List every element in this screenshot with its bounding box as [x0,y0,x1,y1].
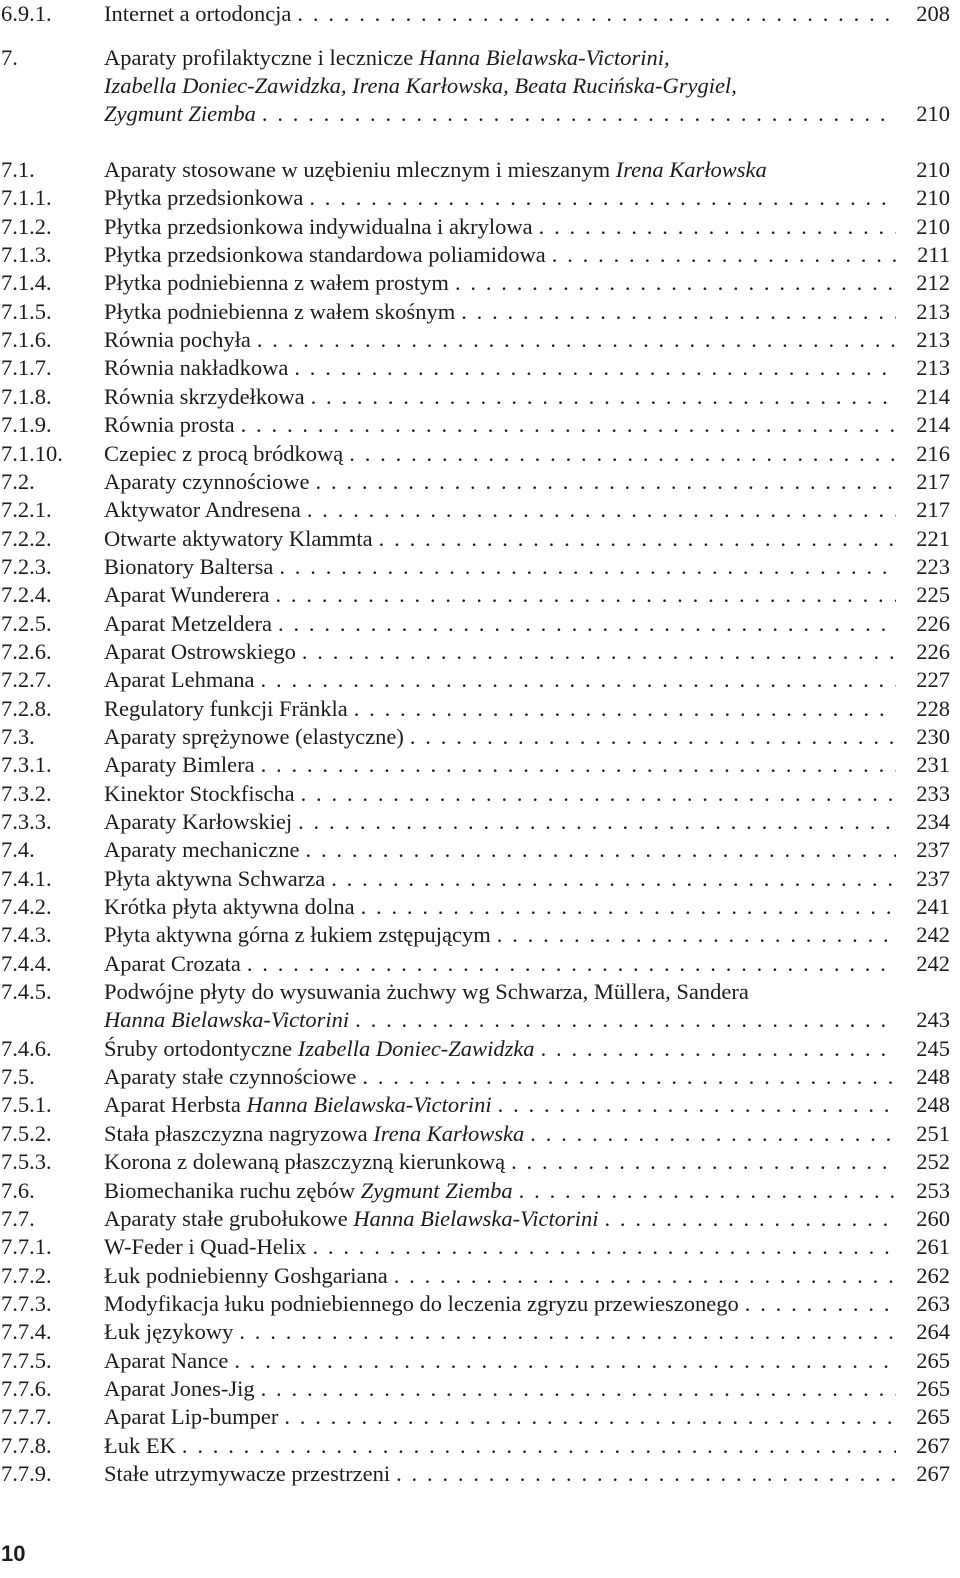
toc-entry-number: 7.4.4. [1,950,52,976]
toc-entry-title [104,1177,896,1205]
toc-entry-page: 251 [916,1120,950,1146]
toc-entry-title [104,1120,896,1148]
toc-entry-title-text: Płyta aktywna Schwarza [104,865,326,891]
toc-entry-title [104,921,896,949]
toc-entry-page: 265 [916,1375,950,1401]
toc-entry-number: 7. [1,45,18,70]
dot-leader [390,1460,896,1488]
toc-entry-number: 7.2.3. [1,553,52,579]
toc-entry-number: 7.7.6. [1,1375,52,1401]
dot-leader [535,1035,896,1063]
toc-entry-title [104,1091,896,1119]
toc-entry-page: 210 [916,213,950,239]
toc-entry-page: 248 [916,1092,950,1118]
dot-leader [404,723,896,751]
toc-entry-number: 7.3.2. [1,780,52,806]
dot-leader [310,468,896,496]
toc-entry-title [104,440,896,468]
toc-entry-title-text: Aparat Wunderera [104,582,270,608]
toc-entry-number: 7.2.7. [1,667,52,693]
dot-leader [598,1205,896,1233]
toc-entry-page: 263 [916,1290,950,1316]
toc-entry-page: 231 [916,752,950,778]
toc-entry-page: 264 [916,1319,950,1345]
dot-leader [176,1432,896,1460]
toc-entry-page: 267 [916,1432,950,1458]
toc-entry-title-text: Aparaty mechaniczne [104,837,300,863]
toc-entry-title [104,808,896,836]
toc-entry-title [104,610,896,638]
toc-entry-title [104,213,896,241]
toc-entry-number: 6.9.1. [1,1,52,26]
dot-leader [233,1318,896,1346]
toc-entry-author: Hanna Bielawska-Victorini [353,1205,599,1231]
toc-entry-title-text: Aparat Nance [104,1347,229,1373]
toc-entry-title [104,1063,896,1091]
dot-leader [388,1262,896,1290]
dot-leader [241,950,896,978]
toc-entry-title [104,44,896,128]
dot-leader [251,326,896,354]
toc-entry-title-text: Aparaty stosowane w uzębieniu mlecznym i mieszanym [104,157,611,182]
toc-entry-author: Izabella Doniec-Zawidzka, Irena Karłowska, Beata Rucińska-Grygiel, [104,73,737,98]
toc-entry-number: 7.3.1. [1,752,52,778]
toc-entry-title-text: Stałe utrzymywacze przestrzeni [104,1461,391,1486]
toc-entry-page: 210 [916,185,950,211]
toc-entry-title-text: Aparat Crozata [104,950,241,976]
dot-leader [256,100,896,128]
toc-entry-title [104,950,896,978]
toc-entry-title [104,1205,896,1233]
toc-entry-page: 261 [916,1234,950,1260]
toc-entry-title [104,1262,896,1290]
toc-entry-title [104,1460,896,1488]
toc-entry-page: 248 [916,1064,950,1090]
dot-leader [288,354,896,382]
dot-leader [269,581,896,609]
dot-leader [303,184,896,212]
toc-entry-number: 7.4.3. [1,922,52,948]
toc-entry-title-text: Aparaty czynnościowe [104,468,310,494]
toc-entry-number: 7.6. [1,1177,35,1203]
toc-entry-title [104,1347,896,1375]
toc-entry-title-text: Podwójne płyty do wysuwania żuchwy wg Schwarza, Müllera, Sandera [104,979,749,1005]
toc-entry-page: 223 [916,553,950,579]
dot-leader [272,610,896,638]
toc-entry-number: 7.1.10. [1,440,63,466]
toc-entry-page: 233 [916,780,950,806]
toc-entry-number: 7.7.9. [1,1461,52,1486]
toc-entry-number: 7.5.1. [1,1092,52,1118]
dot-leader [235,411,896,439]
toc-entry-number: 7.5. [1,1064,35,1090]
toc-entry-title-text: Internet a ortodoncja [104,1,292,26]
toc-entry-title-text: Płytka podniebienna z wałem prostym [104,270,449,296]
toc-entry-number: 7.7.8. [1,1432,52,1458]
toc-entry-page: 213 [916,355,950,381]
toc-entry-title [104,1148,896,1176]
toc-entry-title [104,411,896,439]
dot-leader [492,1091,896,1119]
toc-entry-title-text: Otwarte aktywatory Klammta [104,525,373,551]
toc-entry-title [104,723,896,751]
toc-entry-number: 7.4. [1,837,35,863]
toc-entry-title-text: Stała płaszczyzna nagryzowa [104,1120,368,1146]
toc-entry-number: 7.2.8. [1,695,52,721]
toc-entry-title [104,780,896,808]
toc-entry-title-text: Aparat Jones-Jig [104,1375,255,1401]
toc-entry-page: 230 [916,724,950,749]
dot-leader [343,440,896,468]
dot-leader [255,751,896,779]
toc-entry-title-text: Aparaty stałe grubołukowe [104,1205,348,1231]
toc-entry-page: 208 [916,1,950,26]
toc-entry-number: 7.2.5. [1,610,52,636]
toc-entry-page: 226 [916,610,950,636]
toc-entry-title-text: Biomechanika ruchu zębów [104,1177,356,1203]
toc-entry-page: 213 [916,298,950,324]
toc-entry-page: 265 [916,1347,950,1373]
toc-entry-number: 7.2.1. [1,497,52,523]
toc-entry-title [104,1233,896,1261]
toc-entry-number: 7.1.4. [1,270,52,296]
toc-entry-title [104,1375,896,1403]
toc-entry-title [104,836,896,864]
toc-entry-number: 7.1.2. [1,213,52,239]
toc-entry-title-text: Bionatory Baltersa [104,553,274,579]
dot-leader [255,666,896,694]
toc-entry-page: 253 [916,1177,950,1203]
toc-entry-number: 7.7.4. [1,1319,52,1345]
toc-entry-author: Izabella Doniec-Zawidzka [297,1035,535,1061]
toc-entry-title-text: Płytka podniebienna z wałem skośnym [104,298,456,324]
toc-entry-title-text: Aparaty Bimlera [104,752,255,778]
toc-entry-title [104,581,896,609]
dot-leader [296,638,896,666]
toc-entry-title [104,496,896,524]
toc-entry-number: 7.7.2. [1,1262,52,1288]
dot-leader [228,1347,896,1375]
toc-entry-author: Zygmunt Ziemba [360,1177,513,1203]
toc-entry-number: 7.2.4. [1,582,52,608]
toc-entry-title [104,978,896,1034]
toc-entry-title [104,184,896,212]
toc-entry-number: 7.5.2. [1,1120,52,1146]
toc-entry-number: 7.7.1. [1,1234,52,1260]
dot-leader [301,496,896,524]
toc-entry-number: 7.1.3. [1,242,52,268]
toc-entry-number: 7.1.1. [1,185,52,211]
toc-entry-page: 252 [916,1149,950,1175]
dot-leader [278,1403,896,1431]
dot-leader [355,893,896,921]
toc-entry-author: Irena Karłowska [373,1120,525,1146]
toc-entry-page: 227 [916,667,950,693]
toc-entry-number: 7.5.3. [1,1149,52,1175]
toc-entry-page: 237 [916,837,950,863]
toc-entry-author: Hanna Bielawska-Victorini [246,1092,492,1118]
dot-leader [513,1177,896,1205]
toc-entry-title [104,893,896,921]
toc-entry-title [104,1432,896,1460]
toc-entry-title-text: Kinektor Stockfischa [104,780,295,806]
toc-entry-number: 7.7. [1,1205,35,1231]
toc-entry-title-text: Płytka przedsionkowa [104,185,304,211]
toc-entry-page: 210 [916,101,950,126]
toc-entry-title-text: W-Feder i Quad-Helix [104,1234,307,1260]
toc-entry-title [104,1035,896,1063]
dot-leader [300,836,896,864]
toc-entry-title-text: Aparaty Karłowskiej [104,809,293,835]
toc-entry-number: 7.1.8. [1,383,52,409]
toc-entry-title [104,695,896,723]
toc-entry-page: 245 [916,1035,950,1061]
toc-entry-number: 7.4.6. [1,1035,52,1061]
dot-leader [291,0,896,28]
page-number: 10 [1,1541,26,1566]
toc-entry-number: 7.3.3. [1,809,52,835]
toc-entry-page: 225 [916,582,950,608]
toc-entry-number: 7.1.5. [1,298,52,324]
toc-entry-title-text: Równia skrzydełkowa [104,383,305,409]
toc-entry-page: 214 [916,383,950,409]
toc-entry-page: 262 [916,1262,950,1288]
toc-entry-page: 226 [916,638,950,664]
toc-entry-page: 241 [916,894,950,920]
toc-entry-number: 7.7.7. [1,1404,52,1430]
toc-entry-title-text: Korona z dolewaną płaszczyzną kierunkową [104,1149,506,1175]
dot-leader [305,383,896,411]
toc-entry-number: 7.7.5. [1,1347,52,1373]
toc-entry-page: 212 [916,270,950,296]
dot-leader [306,1233,896,1261]
toc-entry-page: 214 [916,412,950,438]
toc-entry-page: 217 [916,468,950,494]
dot-leader [325,865,896,893]
toc-entry-title-text: Równia pochyła [104,327,251,353]
toc-entry-page: 260 [916,1205,950,1231]
dot-leader [739,1290,896,1318]
toc-entry-page: 211 [917,242,950,268]
toc-entry-title-text: Aparaty sprężynowe (elastyczne) [104,724,404,749]
toc-entry-page: 210 [916,157,950,182]
toc-entry-page: 267 [916,1461,950,1486]
toc-entry-number: 7.2.2. [1,525,52,551]
toc-entry-title [104,525,896,553]
dot-leader [295,780,896,808]
toc-entry-title [104,354,896,382]
toc-entry-title-text: Aparat Lehmana [104,667,255,693]
toc-entry-title [104,326,896,354]
toc-entry-title [104,751,896,779]
toc-entry-title [104,269,896,297]
dot-leader [546,241,896,269]
dot-leader [533,213,896,241]
dot-leader [449,269,896,297]
toc-entry-title [104,0,896,28]
toc-entry-title [104,638,896,666]
toc-entry-number: 7.4.2. [1,894,52,920]
dot-leader [255,1375,896,1403]
toc-entry-title-text: Aparaty stałe czynnościowe [104,1064,357,1090]
toc-entry-number: 7.3. [1,724,35,749]
dot-leader [292,808,896,836]
dot-leader [491,921,896,949]
toc-entry-page: 265 [916,1404,950,1430]
toc-entry-title [104,666,896,694]
toc-entry-title-text: Śruby ortodontyczne [104,1035,293,1061]
toc-entry-number: 7.4.5. [1,979,52,1005]
toc-entry-page: 217 [916,497,950,523]
toc-entry-title-text: Łuk EK [104,1432,176,1458]
toc-entry-title-text: Aparat Lip-bumper [104,1404,279,1430]
toc-entry-page: 221 [916,525,950,551]
toc-entry-number: 7.1. [1,157,35,182]
toc-entry-author: Hanna Bielawska-Victorini [104,1007,350,1033]
dot-leader [373,525,896,553]
dot-leader [505,1148,896,1176]
dot-leader [349,1006,896,1034]
toc-entry-number: 7.2.6. [1,638,52,664]
toc-entry-title [104,241,896,269]
dot-leader [455,298,896,326]
toc-entry-page: 228 [916,695,950,721]
toc-entry-title [104,468,896,496]
dot-leader [273,553,896,581]
toc-entry-number: 7.4.1. [1,865,52,891]
toc-entry-author: Irena Karłowska [615,157,767,182]
toc-entry-title-text: Modyfikacja łuku podniebiennego do leczenia zgryzu przewieszonego [104,1290,739,1316]
toc-entry-title-text: Płytka przedsionkowa indywidualna i akrylowa [104,213,533,239]
toc-entry-page: 243 [916,1007,950,1033]
toc-entry-title-text: Aparat Metzeldera [104,610,273,636]
toc-entry-title [104,156,896,184]
toc-entry-page: 234 [916,809,950,835]
toc-entry-title-text: Czepiec z procą bródkową [104,440,344,466]
toc-entry-title [104,383,896,411]
toc-entry-page: 242 [916,950,950,976]
toc-entry-title-text: Krótka płyta aktywna dolna [104,894,355,920]
toc-entry-title-text: Regulatory funkcji Fränkla [104,695,348,721]
toc-entry-title [104,1403,896,1431]
toc-entry-title-text: Łuk podniebienny Goshgariana [104,1262,388,1288]
toc-entry-title-text: Łuk językowy [104,1319,234,1345]
toc-entry-number: 7.1.7. [1,355,52,381]
toc-entry-title-text: Aparat Herbsta [104,1092,241,1118]
toc-entry-title-text: Aparat Ostrowskiego [104,638,296,664]
toc-entry-title [104,865,896,893]
toc-entry-page: 237 [916,865,950,891]
toc-entry-author: Hanna Bielawska-Victorini, [418,45,670,70]
toc-entry-title [104,1290,896,1318]
toc-entry-title-text: Aktywator Andresena [104,497,301,523]
toc-entry-number: 7.1.9. [1,412,52,438]
toc-entry-title-text: Aparaty profilaktyczne i lecznicze [104,45,414,70]
toc-entry-number: 7.1.6. [1,327,52,353]
toc-entry-title [104,298,896,326]
toc-entry-author: Zygmunt Ziemba [104,101,256,126]
toc-entry-title-text: Równia nakładkowa [104,355,289,381]
toc-entry-title-text: Płyta aktywna górna z łukiem zstępującym [104,922,491,948]
toc-entry-title [104,553,896,581]
toc-entry-number: 7.2. [1,468,35,494]
toc-entry-page: 216 [916,440,950,466]
toc-entry-page: 242 [916,922,950,948]
dot-leader [348,695,896,723]
toc-entry-title-text: Płytka przedsionkowa standardowa poliamidowa [104,242,546,268]
toc-entry-title-text: Równia prosta [104,412,235,438]
toc-entry-page: 213 [916,327,950,353]
dot-leader [356,1063,896,1091]
dot-leader [524,1120,896,1148]
toc-entry-number: 7.7.3. [1,1290,52,1316]
toc-entry-title [104,1318,896,1346]
